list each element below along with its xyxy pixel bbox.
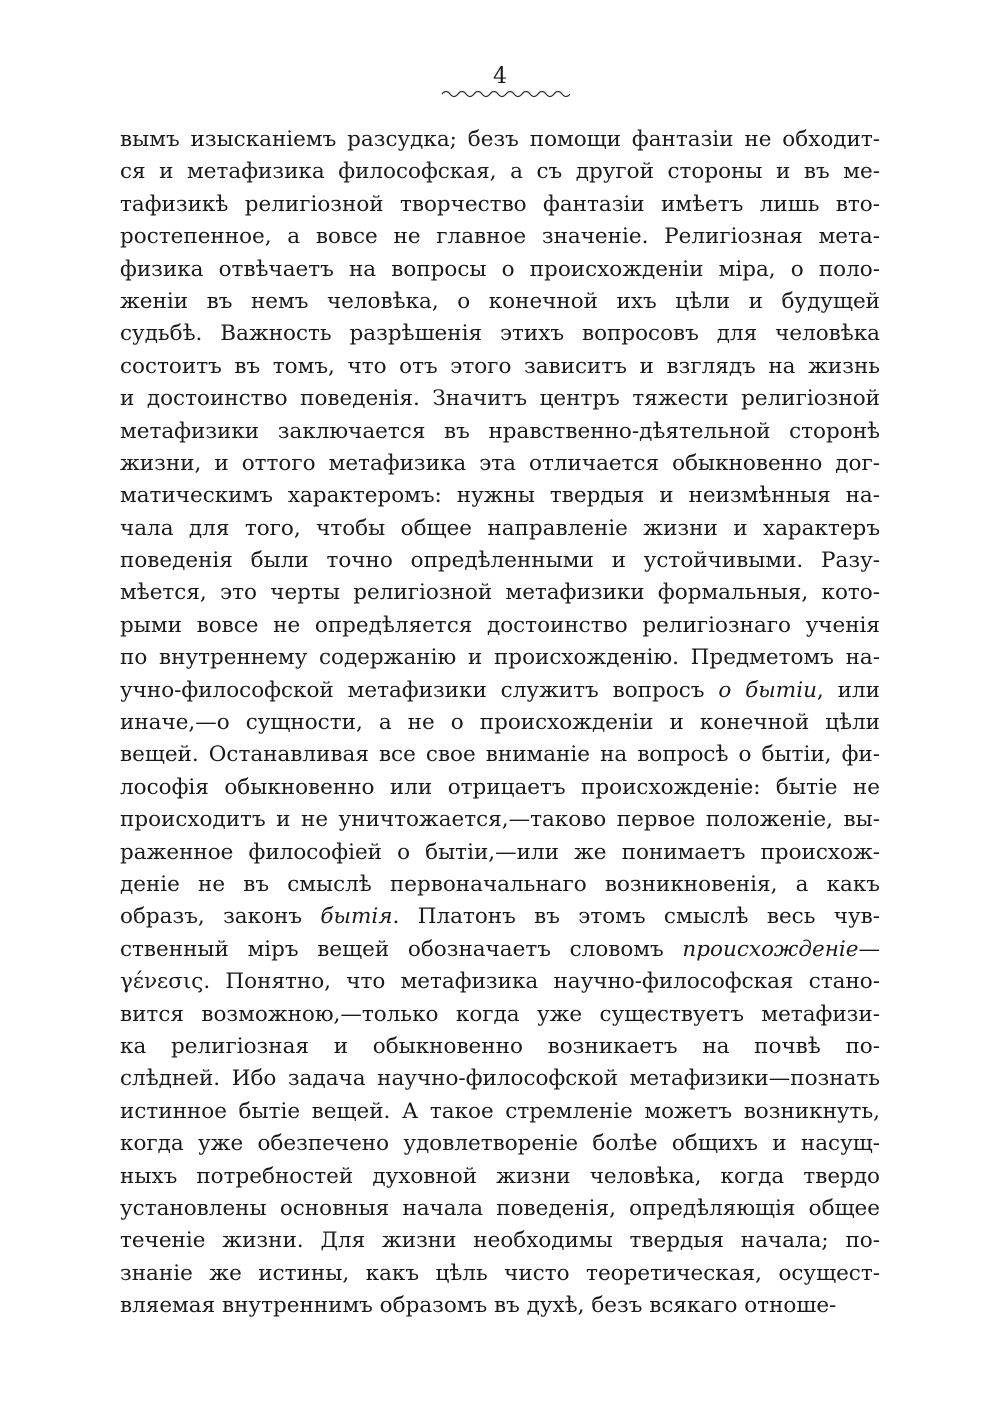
text-line: ка религіозная и обыкновенно возникаетъ на почвѣ по- xyxy=(120,1033,880,1059)
text-line xyxy=(120,934,880,966)
text-line: судьбѣ. Важность разрѣшенія этихъ вопросовъ для человѣка xyxy=(120,321,880,347)
page-number: 4 xyxy=(493,64,507,89)
text-line: когда уже обезпечено удовлетвореніе болѣе общихъ и насущ- xyxy=(120,1131,880,1157)
text-line: рыми вовсе не опредѣляется достоинство религіознаго ученія xyxy=(120,612,880,638)
text-line: жизни, и оттого метафизика эта отличается обыкновенно дог- xyxy=(120,450,880,476)
text-segment: — xyxy=(858,936,880,962)
text-line: женіи въ немъ человѣка, о конечной ихъ цѣли и будущей xyxy=(120,288,880,314)
italic-emphasis: о бытіи xyxy=(718,677,817,703)
text-line: вещей. Останавливая все свое вниманіе на вопросѣ о бытіи, фи- xyxy=(120,742,880,768)
text-line: и достоинство поведенія. Значитъ центръ тяжести религіозной xyxy=(120,386,880,412)
text-segment: . Платонъ въ этомъ смыслѣ весь чув- xyxy=(392,904,880,930)
text-line: матическимъ характеромъ: нужны твердыя и неизмѣнныя на- xyxy=(120,483,880,509)
text-line: истинное бытіе вещей. А такое стремленіе можетъ возникнуть, xyxy=(120,1098,880,1124)
text-segment: ственный міръ вещей обозначаетъ словомъ xyxy=(120,936,683,962)
text-line: знаніе же истины, какъ цѣль чисто теоретическая, осущест- xyxy=(120,1260,880,1286)
text-line: метафизики заключается въ нравственно-дѣятельной сторонѣ xyxy=(120,418,880,444)
text-line: физика отвѣчаетъ на вопросы о происхожденіи міра, о поло- xyxy=(120,256,880,282)
text-line: ся и метафизика философская, а съ другой стороны и въ ме- xyxy=(120,159,880,185)
text-line: ростепенное, а вовсе не главное значеніе. Религіозная мета- xyxy=(120,224,880,250)
ornament-wave xyxy=(442,92,570,97)
text-line: γένεσις. Понятно, что метафизика научно-философская стано- xyxy=(120,969,880,995)
text-line xyxy=(120,901,880,933)
text-line xyxy=(120,675,880,707)
text-line: иначе,—о сущности, а не о происхожденіи и конечной цѣли xyxy=(120,710,880,736)
italic-emphasis: происхожденіе xyxy=(682,936,859,962)
text-segment: , или xyxy=(816,677,880,703)
ornament-divider xyxy=(440,88,570,98)
text-line: теченіе жизни. Для жизни необходимы твердыя начала; по- xyxy=(120,1228,880,1254)
text-line: деніе не въ смыслѣ первоначальнаго возникновенія, а какъ xyxy=(120,871,880,897)
text-line: мѣется, это черты религіозной метафизики формальныя, кото- xyxy=(120,580,880,606)
text-line: поведенія были точно опредѣленными и устойчивыми. Разу- xyxy=(120,548,880,574)
text-segment: образъ, законъ xyxy=(120,904,321,930)
text-line: состоитъ въ томъ, что отъ этого зависитъ и взглядъ на жизнь xyxy=(120,353,880,379)
text-line: тафизикѣ религіозной творчество фантазіи имѣетъ лишь вто- xyxy=(120,191,880,217)
text-body xyxy=(120,124,880,1322)
italic-emphasis: бытія xyxy=(320,904,393,930)
text-line: слѣдней. Ибо задача научно-философской метафизики—познать xyxy=(120,1066,880,1092)
text-segment: учно-философской метафизики служитъ вопросъ xyxy=(120,677,719,703)
text-line: чала для того, чтобы общее направленіе жизни и характеръ xyxy=(120,515,880,541)
text-line: установлены основныя начала поведенія, опредѣляющія общее xyxy=(120,1195,880,1221)
text-line: по внутреннему содержанію и происхожденію. Предметомъ на- xyxy=(120,645,880,671)
text-line: вится возможною,—только когда уже существуетъ метафизи- xyxy=(120,1001,880,1027)
text-line: ныхъ потребностей духовной жизни человѣка, когда твердо xyxy=(120,1163,880,1189)
text-line: раженное философіей о бытіи,—или же понимаетъ происхож- xyxy=(120,839,880,865)
text-line: вымъ изысканіемъ разсудка; безъ помощи фантазіи не обходит- xyxy=(120,127,880,152)
text-line: вляемая внутреннимъ образомъ въ духѣ, безъ всякаго отноше- xyxy=(120,1293,837,1319)
text-line: лософія обыкновенно или отрицаетъ происхожденіе: бытіе не xyxy=(120,774,880,800)
text-line: происходитъ и не уничтожается,—таково первое положеніе, вы- xyxy=(120,807,880,833)
